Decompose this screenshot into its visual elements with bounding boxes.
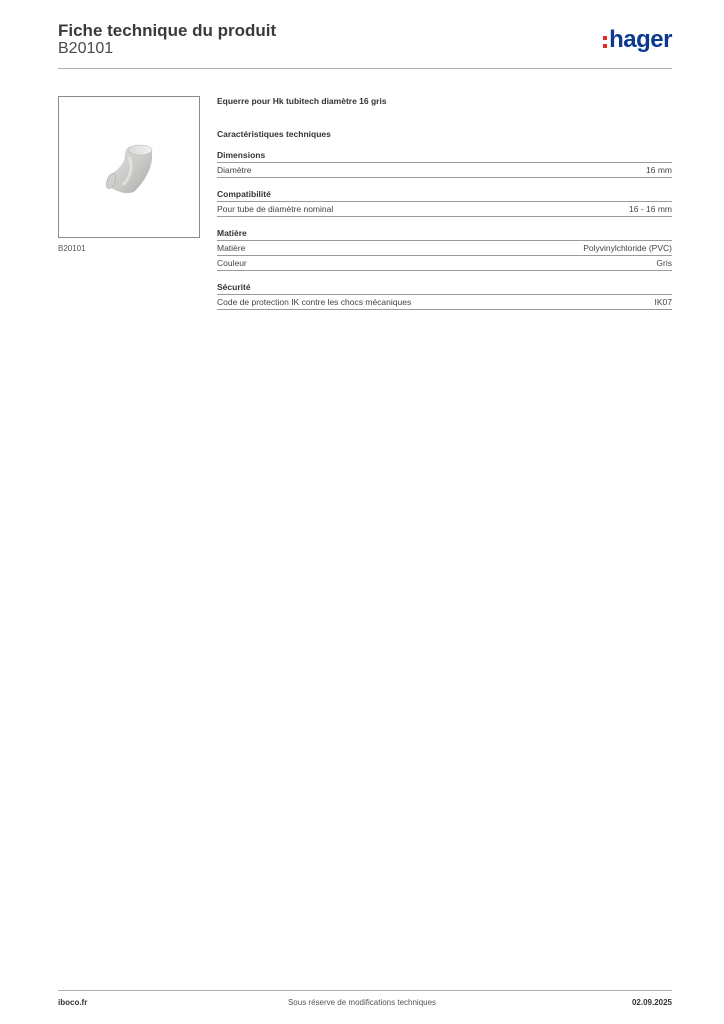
footer-disclaimer: Sous réserve de modifications techniques	[287, 998, 437, 1007]
hager-logo	[603, 26, 672, 54]
section-title: Caractéristiques techniques	[217, 129, 331, 139]
footer-website: iboco.fr	[58, 998, 88, 1007]
spec-row	[217, 241, 672, 256]
footer-divider	[58, 990, 672, 991]
elbow-fitting-icon	[59, 97, 199, 237]
product-image	[58, 96, 200, 238]
spec-value: 16 mm	[646, 165, 672, 175]
spec-group-compatibility	[217, 189, 672, 217]
image-caption: B20101	[58, 244, 86, 253]
footer-date: 02.09.2025	[631, 998, 672, 1007]
group-title: Compatibilité	[217, 189, 672, 202]
spec-group-dimensions	[217, 150, 672, 178]
spec-value: 16 - 16 mm	[629, 204, 672, 214]
product-title: Equerre pour Hk tubitech diamètre 16 gris	[217, 96, 387, 106]
spec-group-material	[217, 228, 672, 271]
product-reference: B20101	[58, 40, 114, 57]
logo-text: hager	[609, 26, 672, 53]
spec-value: IK07	[654, 297, 672, 307]
header-divider	[58, 68, 672, 69]
group-title: Dimensions	[217, 150, 672, 163]
spec-label: Pour tube de diamètre nominal	[217, 204, 334, 214]
spec-label: Code de protection IK contre les chocs mécaniques	[217, 297, 412, 307]
spec-row	[217, 202, 672, 217]
group-title: Matière	[217, 228, 672, 241]
spec-row	[217, 295, 672, 310]
spec-label: Couleur	[217, 258, 247, 268]
spec-row	[217, 163, 672, 178]
spec-content	[217, 96, 672, 321]
spec-value: Gris	[656, 258, 672, 268]
page-title: Fiche technique du produit	[58, 21, 277, 40]
logo-dots-icon	[603, 36, 607, 48]
group-title: Sécurité	[217, 282, 672, 295]
spec-row	[217, 256, 672, 271]
spec-group-safety	[217, 282, 672, 310]
spec-label: Matière	[217, 243, 246, 253]
spec-label: Diamètre	[217, 165, 252, 175]
spec-value: Polyvinylchloride (PVC)	[583, 243, 672, 253]
